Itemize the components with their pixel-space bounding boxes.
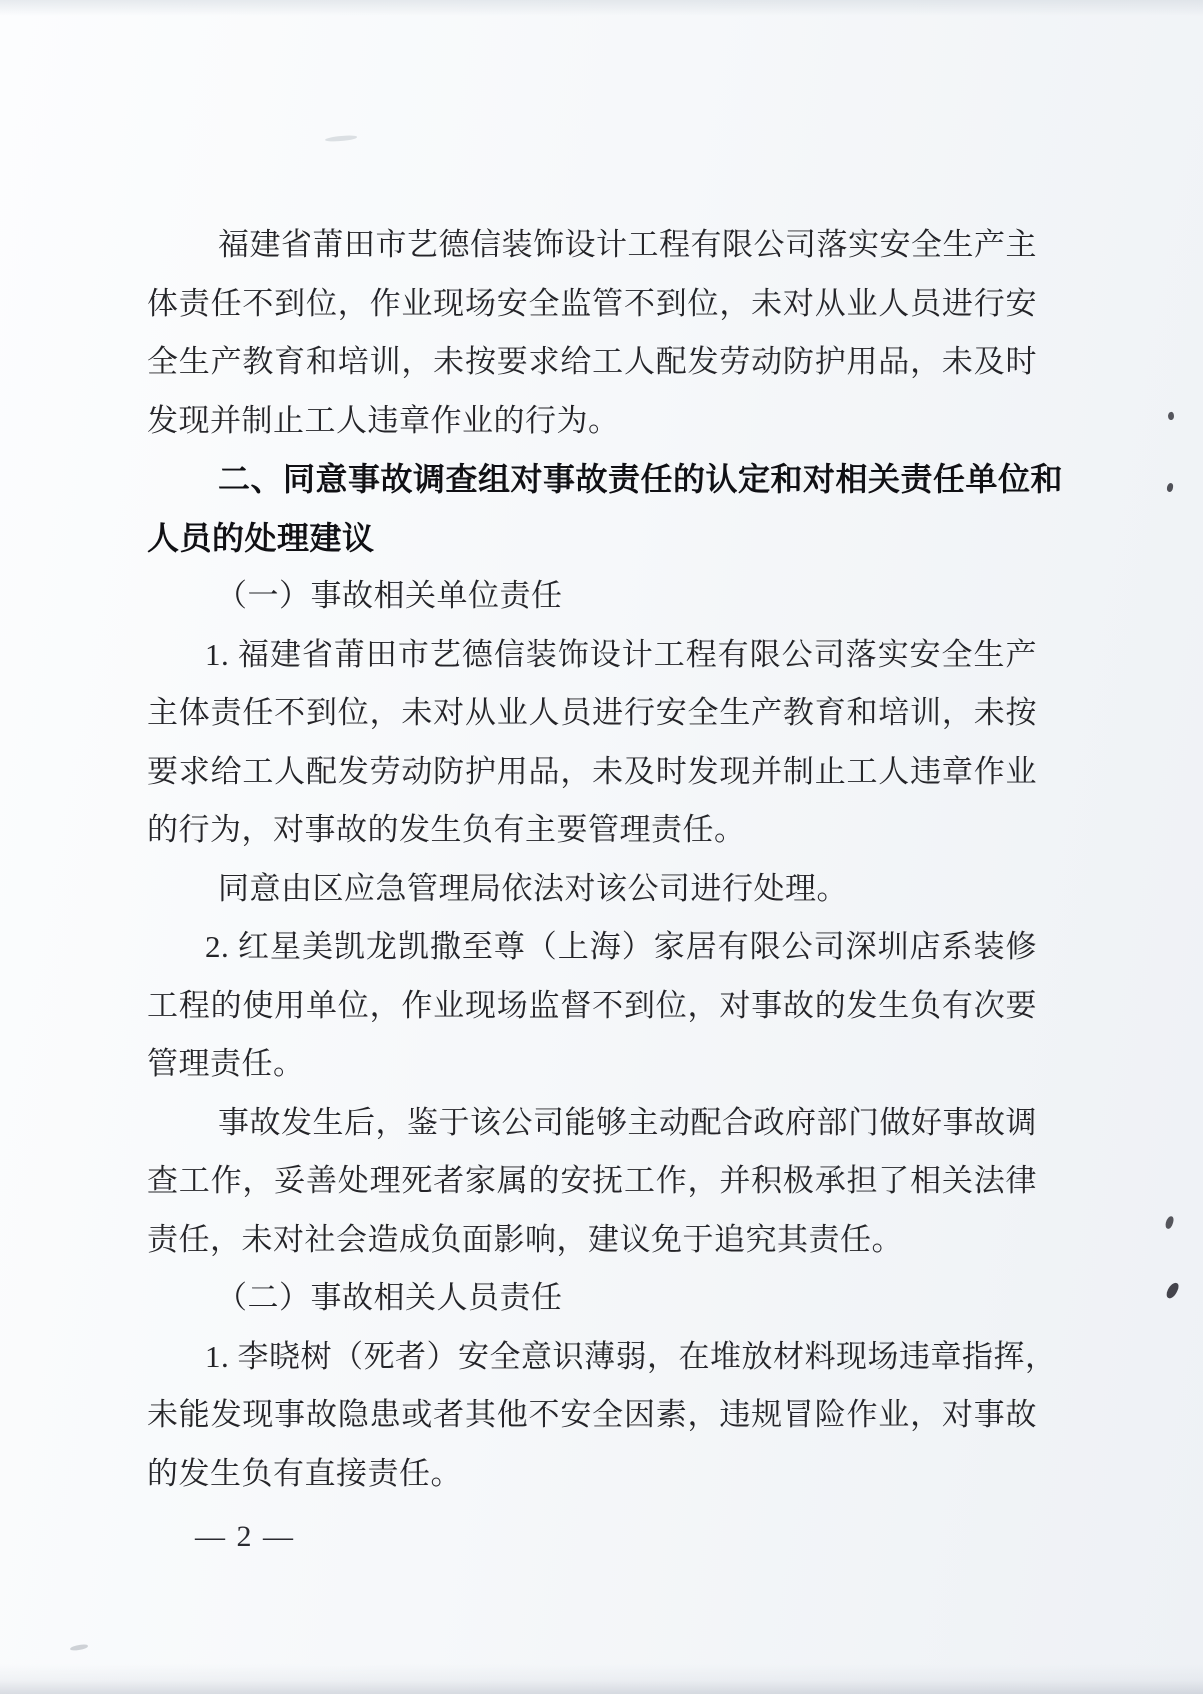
text-line: 1. 福建省莆田市艺德信装饰设计工程有限公司落实安全生产	[205, 636, 1037, 672]
text-line: 主体责任不到位，未对从业人员进行安全生产教育和培训，未按	[147, 695, 1037, 730]
text-line: 同意由区应急管理局依法对该公司进行处理。	[218, 870, 848, 906]
text-line: 工程的使用单位，作业现场监督不到位，对事故的发生负有次要	[147, 987, 1037, 1023]
scan-smudge-bottom-left	[70, 1644, 89, 1651]
text-line: 体责任不到位，作业现场安全监管不到位，未对从业人员进行安	[147, 285, 1037, 321]
text-line: 的发生负有直接责任。	[147, 1455, 462, 1491]
text-line: 发现并制止工人违章作业的行为。	[147, 402, 620, 438]
heading-line: 人员的处理建议	[147, 519, 375, 556]
text-line: 管理责任。	[147, 1046, 305, 1081]
scan-speck-1	[1167, 412, 1174, 421]
text-line: 全生产教育和培训，未按要求给工人配发劳动防护用品，未及时	[147, 344, 1037, 379]
scan-mark-tick	[1165, 1215, 1175, 1229]
text-line: 2. 红星美凯龙凯撒至尊（上海）家居有限公司深圳店系装修	[205, 929, 1037, 964]
text-line: 1. 李晓树（死者）安全意识薄弱，在堆放材料现场违章指挥，	[205, 1338, 1057, 1374]
text-line: 福建省莆田市艺德信装饰设计工程有限公司落实安全生产主	[218, 227, 1037, 262]
text-line: 责任，未对社会造成负面影响，建议免于追究其责任。	[147, 1221, 903, 1257]
text-line: 要求给工人配发劳动防护用品，未及时发现并制止工人违章作业	[147, 753, 1037, 789]
text-line: （二）事故相关人员责任	[216, 1280, 563, 1315]
heading-line: 二、同意事故调查组对事故责任的认定和对相关责任单位和	[218, 461, 1064, 497]
text-line: 的行为，对事故的发生负有主要管理责任。	[147, 812, 746, 847]
scan-smudge-top	[325, 135, 357, 142]
document-body	[147, 216, 1064, 1503]
text-line: 查工作，妥善处理死者家属的安抚工作，并积极承担了相关法律	[147, 1163, 1037, 1198]
text-line: 事故发生后，鉴于该公司能够主动配合政府部门做好事故调	[218, 1104, 1037, 1140]
text-line: 未能发现事故隐患或者其他不安全因素，违规冒险作业，对事故	[147, 1397, 1037, 1432]
text-line: （一）事故相关单位责任	[216, 578, 563, 613]
scan-mark-comma	[1165, 1281, 1181, 1300]
scan-speck-2	[1167, 483, 1174, 493]
page-number: — 2 —	[195, 1520, 295, 1553]
